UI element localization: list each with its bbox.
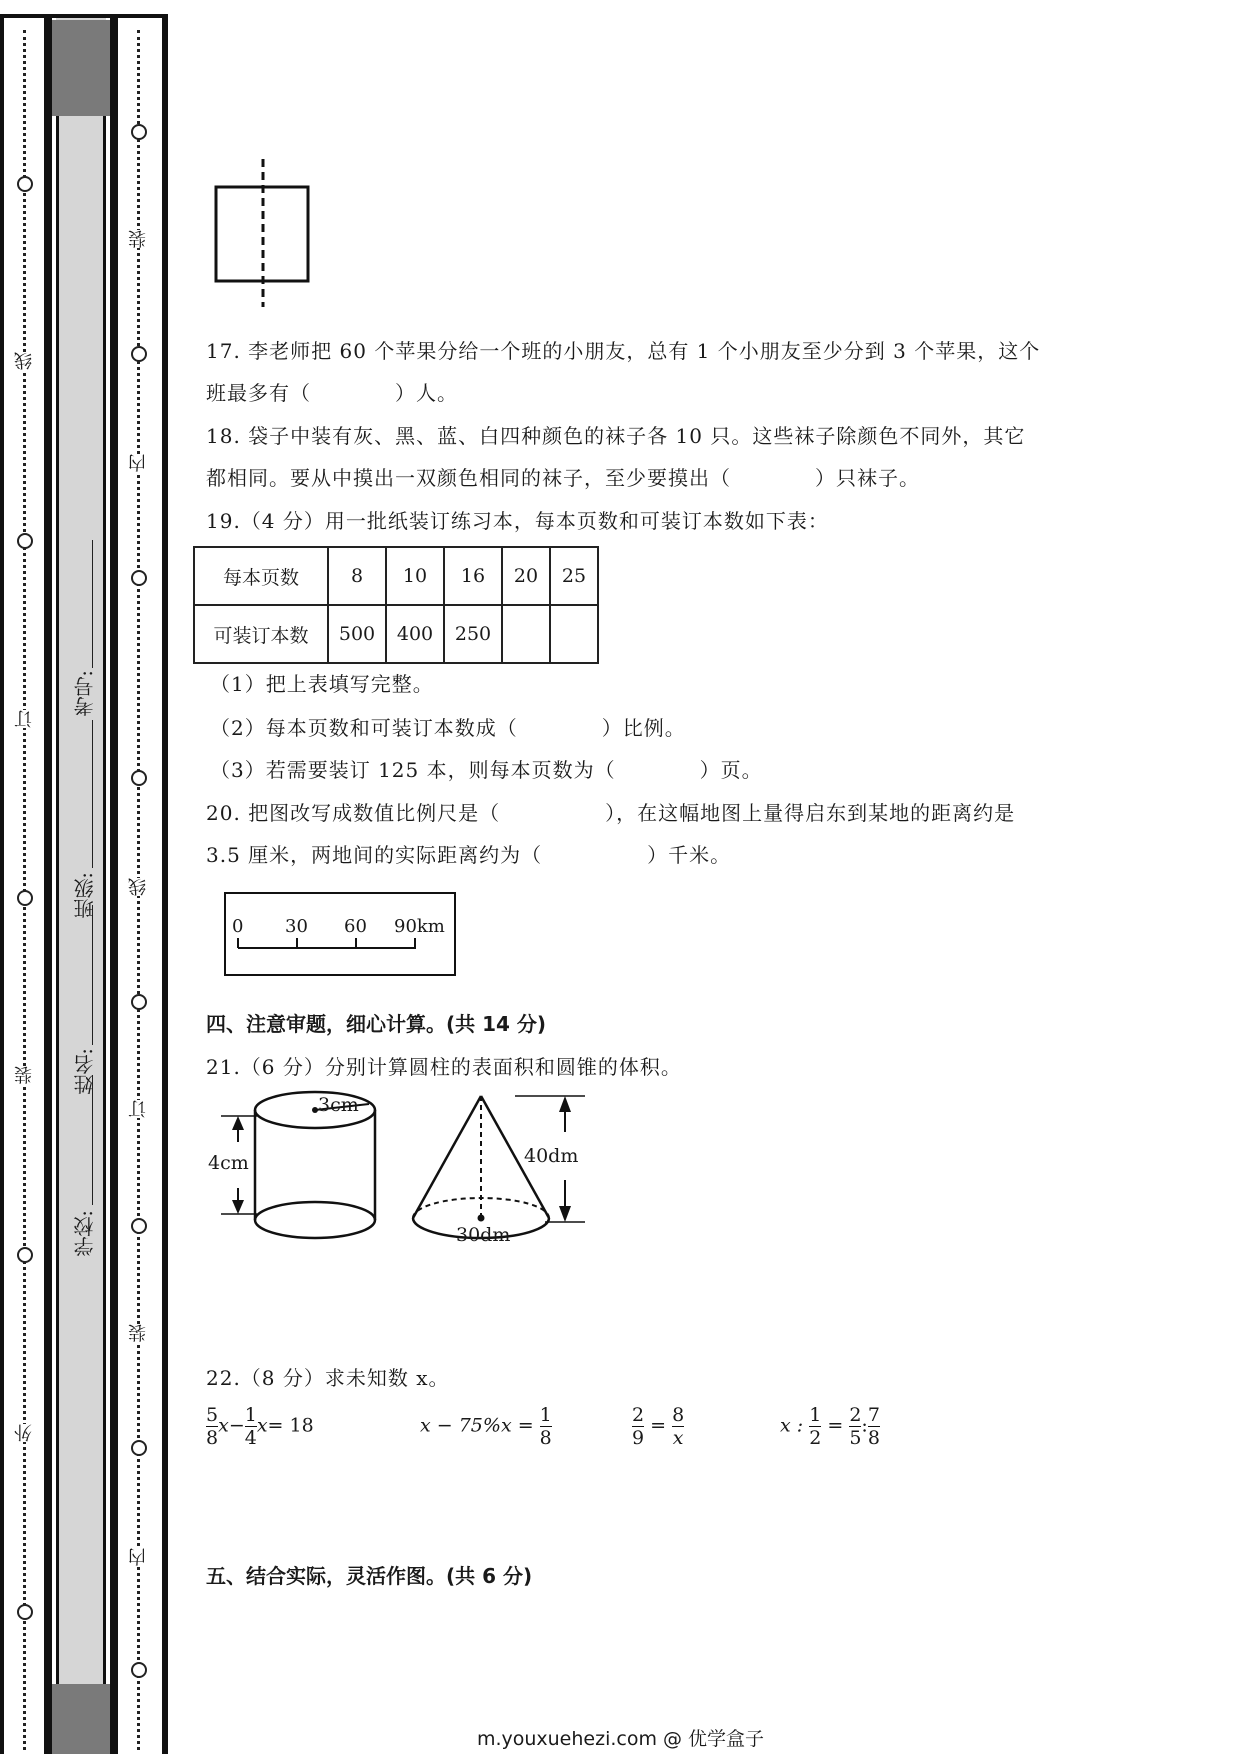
binding-circle	[131, 1662, 147, 1678]
table-cell: 500	[328, 605, 386, 663]
table-cell: 25	[550, 547, 598, 605]
margin-border-right	[162, 14, 168, 1754]
numerator: 8	[672, 1404, 685, 1426]
q19-table	[193, 546, 599, 664]
footer-watermark: m.youxuehezi.com @ 优学盒子	[476, 1728, 765, 1750]
margin-border-mid	[44, 14, 52, 1754]
binding-circle	[131, 570, 147, 586]
binding-circle	[131, 124, 147, 140]
binding-circle	[17, 176, 33, 192]
numerator: 1	[539, 1404, 552, 1426]
q19-sub3: （3）若需要装订 125 本，则每本页数为（ ）页。	[210, 758, 763, 782]
fraction	[849, 1404, 861, 1449]
cylinder-radius-label: 3cm	[318, 1094, 359, 1116]
table-cell: 400	[386, 605, 444, 663]
numerator: 1	[809, 1404, 822, 1426]
name-field-label: 姓名:	[73, 1048, 97, 1095]
school-field-label: 学校:	[73, 1210, 97, 1257]
class-field-label: 班级:	[73, 872, 97, 919]
outer-label: 装	[12, 1066, 38, 1084]
q19-stem: 19.（4 分）用一批纸装订练习本，每本页数和可装订本数如下表：	[206, 509, 829, 533]
fraction	[206, 1404, 218, 1449]
scale-label: 60	[344, 916, 367, 937]
answer-cell[interactable]	[502, 605, 550, 663]
q20-line2: 3.5 厘米，两地间的实际距离约为（ ）千米。	[206, 843, 732, 867]
scale-label: 90km	[394, 916, 445, 937]
section5-heading: 五、结合实际，灵活作图。(共 6 分)	[206, 1564, 533, 1588]
q21-stem: 21.（6 分）分别计算圆柱的表面积和圆锥的体积。	[206, 1055, 682, 1079]
q17-line2: 班最多有（ ）人。	[206, 381, 458, 405]
binding-circle	[17, 533, 33, 549]
equation-2	[420, 1404, 552, 1449]
inner-label: 订	[126, 1100, 152, 1118]
table-cell: 250	[444, 605, 502, 663]
cone-diameter-label: 30dm	[456, 1224, 511, 1246]
exam-number-field-label: 考号:	[73, 670, 97, 717]
table-cell: 可装订本数	[194, 605, 328, 663]
fraction	[245, 1404, 257, 1449]
margin-border-mid2	[110, 14, 118, 1754]
inner-label: 线	[126, 878, 152, 896]
q18-line1: 18. 袋子中装有灰、黑、蓝、白四种颜色的袜子各 10 只。这些袜子除颜色不同外，其它	[206, 424, 1026, 448]
equation-rhs: = 18	[267, 1414, 314, 1437]
binding-circle	[17, 1604, 33, 1620]
table-cell: 8	[328, 547, 386, 605]
equation-1	[206, 1404, 314, 1449]
gray-strip-edge-r	[103, 116, 106, 1684]
binding-margin	[0, 0, 170, 1754]
inner-label: 内	[126, 454, 152, 472]
q18-line2: 都相同。要从中摸出一双颜色相同的袜子，至少要摸出（ ）只袜子。	[206, 466, 920, 490]
section4-heading: 四、注意审题，细心计算。(共 14 分)	[206, 1012, 547, 1036]
operator: −	[228, 1414, 245, 1437]
q19-sub1: （1）把上表填写完整。	[210, 672, 434, 696]
variable: x	[256, 1414, 268, 1437]
binding-circle	[131, 994, 147, 1010]
margin-border-left	[0, 14, 4, 1754]
table-cell: 每本页数	[194, 547, 328, 605]
fraction	[809, 1404, 821, 1449]
outer-label: 外	[12, 1424, 38, 1442]
binding-circle	[17, 890, 33, 906]
fraction	[672, 1404, 684, 1449]
table-row	[194, 547, 598, 605]
gray-strip-cap-top	[52, 20, 110, 116]
denominator: 9	[632, 1427, 645, 1449]
operator: =	[650, 1414, 667, 1437]
q22-stem: 22.（8 分）求未知数 x。	[206, 1366, 450, 1390]
table-cell: 10	[386, 547, 444, 605]
numerator: 2	[849, 1404, 862, 1426]
variable: x	[218, 1414, 229, 1437]
inner-label: 装	[126, 1324, 152, 1342]
q20-line1: 20. 把图改写成数值比例尺是（ ），在这幅地图上量得启东到某地的距离约是	[206, 801, 1016, 825]
inner-label: 内	[126, 1548, 152, 1566]
scale-label: 30	[285, 916, 308, 937]
name-field-line[interactable]	[92, 905, 93, 1045]
numerator: 5	[206, 1404, 219, 1426]
cone-height-label: 40dm	[524, 1145, 579, 1167]
denominator: 4	[244, 1427, 257, 1449]
denominator: x	[672, 1427, 684, 1449]
binding-circle	[131, 346, 147, 362]
outer-label: 线	[12, 352, 38, 370]
binding-circle	[131, 1218, 147, 1234]
fraction	[868, 1404, 880, 1449]
equation-3	[632, 1404, 684, 1449]
denominator: 8	[867, 1427, 880, 1449]
exam-number-field-line[interactable]	[92, 540, 93, 668]
binding-circle	[131, 770, 147, 786]
denominator: 8	[539, 1427, 552, 1449]
equation-lhs: x − 75%x =	[420, 1414, 534, 1437]
q17-line1: 17. 李老师把 60 个苹果分给一个班的小朋友，总有 1 个小朋友至少分到 3 个苹果，这个	[206, 339, 1041, 363]
numerator: 1	[244, 1404, 257, 1426]
class-field-line[interactable]	[92, 720, 93, 868]
operator: :	[861, 1414, 868, 1437]
scale-label: 0	[232, 916, 244, 937]
fraction	[540, 1404, 552, 1449]
line-scale-box	[224, 892, 456, 976]
outer-label: 订	[12, 710, 38, 728]
denominator: 2	[809, 1427, 822, 1449]
table-cell: 20	[502, 547, 550, 605]
operator: =	[827, 1414, 844, 1437]
inner-label: 装	[126, 230, 152, 248]
denominator: 5	[849, 1427, 862, 1449]
equation-4	[780, 1404, 880, 1449]
answer-cell[interactable]	[550, 605, 598, 663]
variable: x :	[780, 1414, 804, 1437]
fraction	[632, 1404, 644, 1449]
numerator: 2	[632, 1404, 645, 1426]
table-row	[194, 605, 598, 663]
numerator: 7	[867, 1404, 880, 1426]
binding-circle	[131, 1440, 147, 1456]
square-symmetry-figure	[210, 155, 320, 310]
q19-sub2: （2）每本页数和可装订本数成（ ）比例。	[210, 716, 686, 740]
cylinder-height-label: 4cm	[208, 1152, 249, 1174]
denominator: 8	[206, 1427, 219, 1449]
gray-strip-edge-l	[56, 116, 59, 1684]
table-cell: 16	[444, 547, 502, 605]
binding-circle	[17, 1247, 33, 1263]
